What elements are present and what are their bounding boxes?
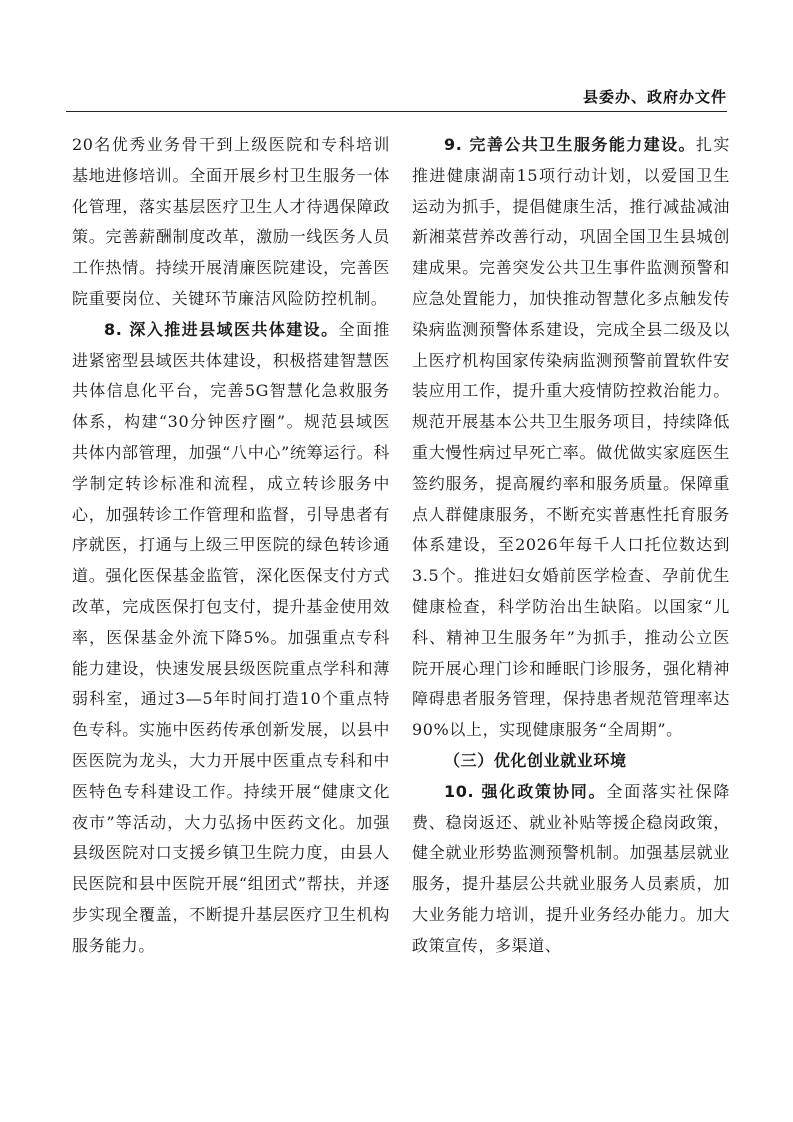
paragraph-item-8 xyxy=(72,315,390,962)
item-8-heading: 8. 深入推进县域医共体建设。 xyxy=(104,319,339,339)
paragraph-item-9 xyxy=(412,130,730,746)
item-8-body: 全面推进紧密型县域医共体建设，积极搭建智慧医共体信息化平台，完善5G智慧化急救服务体系，构建“30分钟医疗圈”。规范县域医共体内部管理，加强“八中心”统筹运行。科学制定转诊标准和流程，成立转诊服务中心，加强转诊工作管理和监督，引导患者有序就医，打通与上级三甲医院的绿色转诊通道。强化医保基金监管，深化医保支付方式改革，完成医保打包支付，提升基金使用效率，医保基金外流下降5%。加强重点专科能力建设，快速发展县级医院重点学科和薄弱科室，通过3—5年时间打造10个重点特色专科。实施中医药传承创新发展，以县中医医院为龙头，大力开展中医重点专科和中医特色专科建设工作。持续开展“健康文化夜市”等活动，大力弘扬中医药文化。加强县级医院对口支援乡镇卫生院力度，由县人民医院和县中医院开展“组团式”帮扶，并逐步实现全覆盖，不断提升基层医疗卫生机构服务能力。 xyxy=(72,319,390,955)
item-10-heading: 10. 强化政策协同。 xyxy=(444,781,607,801)
paragraph-continuation: 20名优秀业务骨干到上级医院和专科培训基地进修培训。全面开展乡村卫生服务一体化管理，落实基层医疗卫生人才待遇保障政策。完善薪酬制度改革，激励一线医务人员工作热情。持续开展清廉医院建设，完善医院重要岗位、关键环节廉洁风险防控机制。 xyxy=(72,135,390,308)
item-9-heading: 9. 完善公共卫生服务能力建设。 xyxy=(444,135,696,154)
right-column xyxy=(412,130,730,962)
left-column xyxy=(72,130,390,962)
header-divider xyxy=(66,111,727,112)
paragraph-item-10 xyxy=(412,777,730,962)
item-10-body: 全面落实社保降费、稳岗返还、就业补贴等援企稳岗政策，健全就业形势监测预警机制。加强基层就业服务，提升基层公共就业服务人员素质，加大业务能力培训，提升业务经办能力。加大政策宣传，多渠道、 xyxy=(412,781,730,955)
item-9-body: 扎实推进健康湖南15项行动计划，以爱国卫生运动为抓手，提倡健康生活，推行减盐减油新湘菜营养改善行动，巩固全国卫生县城创建成果。完善突发公共卫生事件监测预警和应急处置能力，加快推动智慧化多点触发传染病监测预警体系建设，完成全县二级及以上医疗机构国家传染病监测预警前置软件安装应用工作，提升重大疫情防控救治能力。规范开展基本公共卫生服务项目，持续降低重大慢性病过早死亡率。做优做实家庭医生签约服务，提高履约率和服务质量。保障重点人群健康服务，不断充实普惠性托育服务体系建设，至2026年每千人口托位数达到3.5个。推进妇女婚前医学检查、孕前优生健康检查，科学防治出生缺陷。以国家“儿科、精神卫生服务年”为抓手，推动公立医院开展心理门诊和睡眠门诊服务，强化精神障碍患者服务管理，保持患者规范管理率达90%以上，实现健康服务“全周期”。 xyxy=(412,135,730,740)
running-header: 县委办、政府办文件 xyxy=(582,88,727,106)
section-heading: （三）优化创业就业环境 xyxy=(444,750,627,770)
